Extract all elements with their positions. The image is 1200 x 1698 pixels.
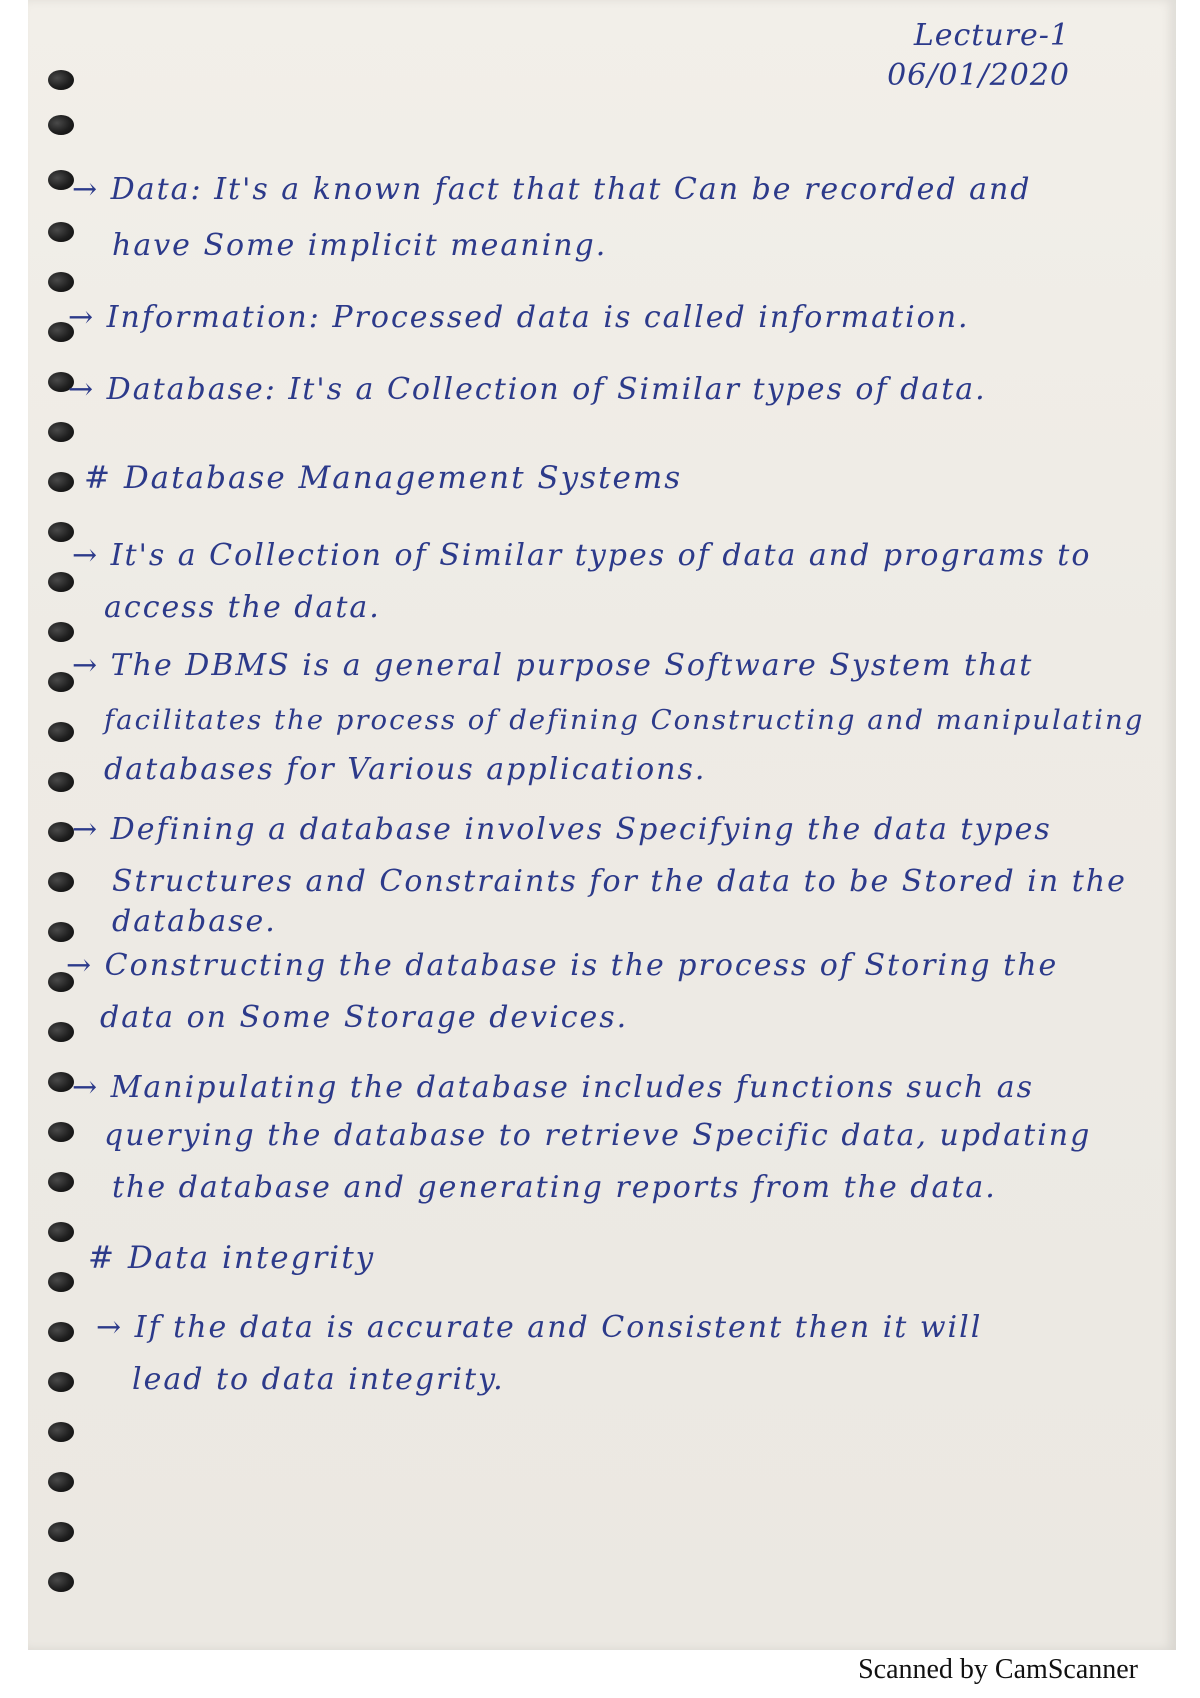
binding-hole [48, 672, 74, 692]
binding-hole [48, 572, 74, 592]
binding-hole [48, 115, 74, 135]
binding-hole [48, 1122, 74, 1142]
note-line: Structures and Constraints for the data to be Stored in the [112, 864, 1127, 899]
note-line: database. [112, 904, 277, 939]
note-line: have Some implicit meaning. [112, 228, 608, 263]
note-line: → Data: It's a known fact that that Can be recorded and [72, 172, 1032, 207]
section-heading: # Database Management Systems [84, 460, 683, 496]
binding-hole [48, 170, 74, 190]
binding-hole [48, 222, 74, 242]
binding-hole [48, 922, 74, 942]
note-line: → Defining a database involves Specifying the data types [72, 812, 1052, 847]
binding-hole [48, 772, 74, 792]
binding-hole [48, 1272, 74, 1292]
binding-hole [48, 1472, 74, 1492]
binding-hole [48, 272, 74, 292]
note-line: → Manipulating the database includes functions such as [72, 1070, 1035, 1105]
note-line: → The DBMS is a general purpose Software System that [72, 648, 1034, 683]
binding-hole [48, 1572, 74, 1592]
note-line: lead to data integrity. [132, 1362, 505, 1397]
note-line: → Constructing the database is the process of Storing the [66, 948, 1059, 983]
binding-hole [48, 1522, 74, 1542]
note-line: the database and generating reports from the data. [112, 1170, 997, 1205]
note-line: → Information: Processed data is called information. [68, 300, 970, 335]
note-line: querying the database to retrieve Specific data, updating [104, 1118, 1092, 1153]
binding-hole [48, 1322, 74, 1342]
binding-hole [48, 422, 74, 442]
note-line: data on Some Storage devices. [100, 1000, 629, 1035]
note-line: → It's a Collection of Similar types of data and programs to [72, 538, 1092, 573]
note-line: databases for Various applications. [104, 752, 707, 787]
binding-hole [48, 722, 74, 742]
binding-hole [48, 522, 74, 542]
binding-hole [48, 1072, 74, 1092]
binding-hole [48, 1422, 74, 1442]
note-line: → Database: It's a Collection of Similar types of data. [68, 372, 987, 407]
binding-hole [48, 872, 74, 892]
lecture-label: Lecture-1 [913, 18, 1070, 53]
binding-hole [48, 1022, 74, 1042]
note-line: facilitates the process of defining Constructing and manipulating [104, 704, 1145, 736]
binding-hole [48, 1172, 74, 1192]
lecture-date: 06/01/2020 [887, 58, 1070, 93]
binding-hole [48, 622, 74, 642]
binding-hole [48, 70, 74, 90]
scanner-watermark: Scanned by CamScanner [858, 1654, 1138, 1685]
section-heading: # Data integrity [88, 1240, 376, 1276]
note-line: → If the data is accurate and Consistent then it will [96, 1310, 983, 1345]
note-line: access the data. [104, 590, 381, 625]
binding-hole [48, 1222, 74, 1242]
binding-hole [48, 1372, 74, 1392]
binding-hole [48, 472, 74, 492]
binding-hole [48, 822, 74, 842]
